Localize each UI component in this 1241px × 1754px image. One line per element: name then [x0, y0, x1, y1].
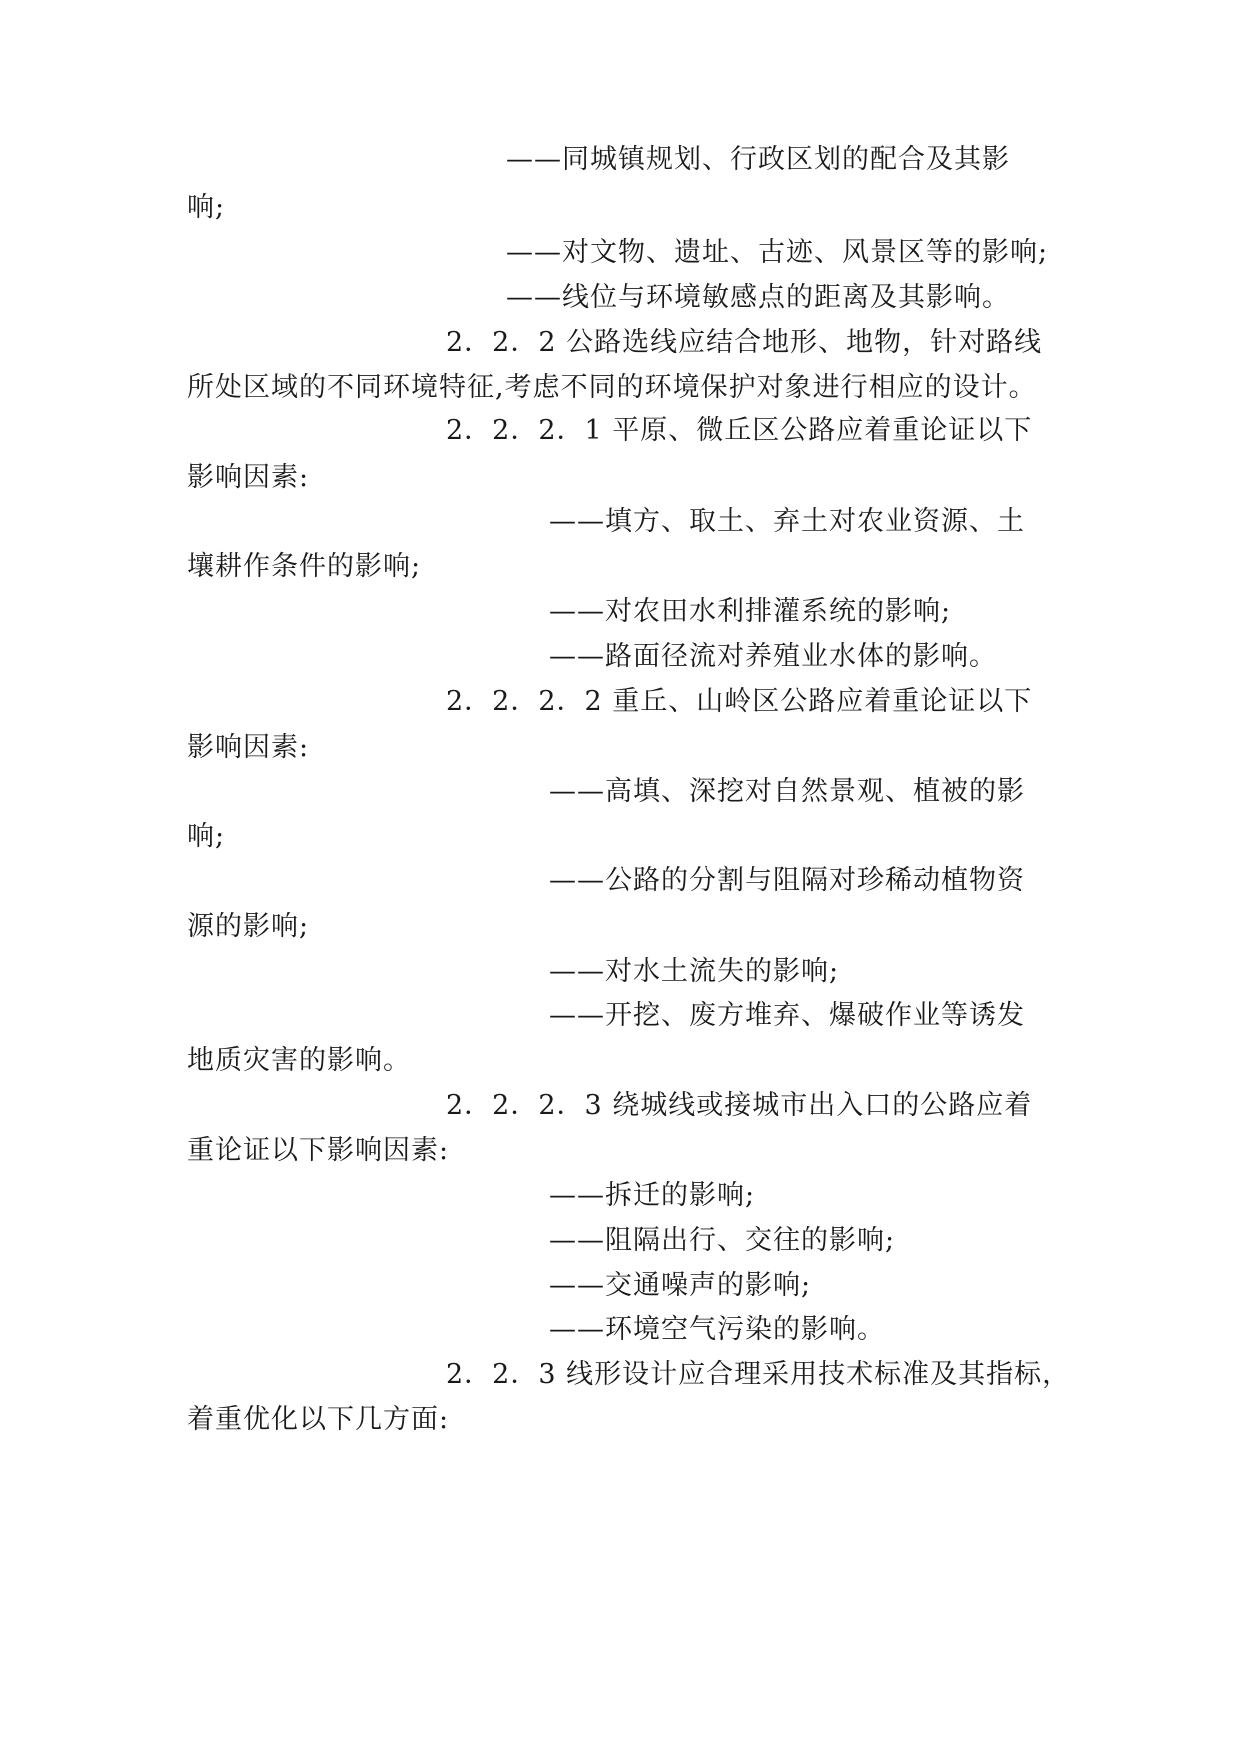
text-line: ——环境空气污染的影响。 — [549, 1314, 885, 1345]
text-line: ——对农田水利排灌系统的影响; — [549, 596, 952, 627]
text-line: ——同城镇规划、行政区划的配合及其影 — [506, 144, 1010, 175]
text-line: 源的影响; — [187, 911, 310, 942]
text-line: ——拆迁的影响; — [549, 1180, 756, 1211]
text-line: 2．2．2．1 平原、微丘区公路应着重论证以下 — [446, 415, 1033, 446]
text-line: 2．2．3 线形设计应合理采用技术标准及其指标， — [446, 1359, 1071, 1390]
text-line: 壤耕作条件的影响; — [187, 551, 422, 582]
text-line: 2．2．2．2 重丘、山岭区公路应着重论证以下 — [446, 686, 1033, 717]
text-line: 响; — [187, 192, 226, 223]
text-line: ——开挖、废方堆弃、爆破作业等诱发 — [549, 1000, 1025, 1031]
text-line: 2．2．2 公路选线应结合地形、地物，针对路线 — [446, 327, 1043, 358]
text-line: 着重优化以下几方面: — [187, 1404, 450, 1435]
text-line: 2．2．2．3 绕城线或接城市出入口的公路应着 — [446, 1090, 1033, 1121]
text-line: 响; — [187, 821, 226, 852]
text-line: 影响因素: — [187, 732, 310, 763]
text-line: 地质灾害的影响。 — [187, 1045, 411, 1076]
text-line: 影响因素: — [187, 462, 310, 493]
text-line: ——公路的分割与阻隔对珍稀动植物资 — [549, 865, 1025, 896]
text-line: 重论证以下影响因素: — [187, 1135, 450, 1166]
text-line: ——对文物、遗址、古迹、风景区等的影响; — [506, 237, 1049, 268]
text-line: ——填方、取土、弃土对农业资源、土 — [549, 506, 1025, 537]
text-line: ——对水土流失的影响; — [549, 956, 840, 987]
text-line: ——高填、深挖对自然景观、植被的影 — [549, 776, 1025, 807]
text-line: ——交通噪声的影响; — [549, 1270, 812, 1301]
text-line: ——阻隔出行、交往的影响; — [549, 1225, 896, 1256]
text-line: ——路面径流对养殖业水体的影响。 — [549, 641, 997, 672]
text-line: ——线位与环境敏感点的距离及其影响。 — [506, 282, 1010, 313]
text-line: 所处区域的不同环境特征,考虑不同的环境保护对象进行相应的设计。 — [187, 372, 1037, 403]
